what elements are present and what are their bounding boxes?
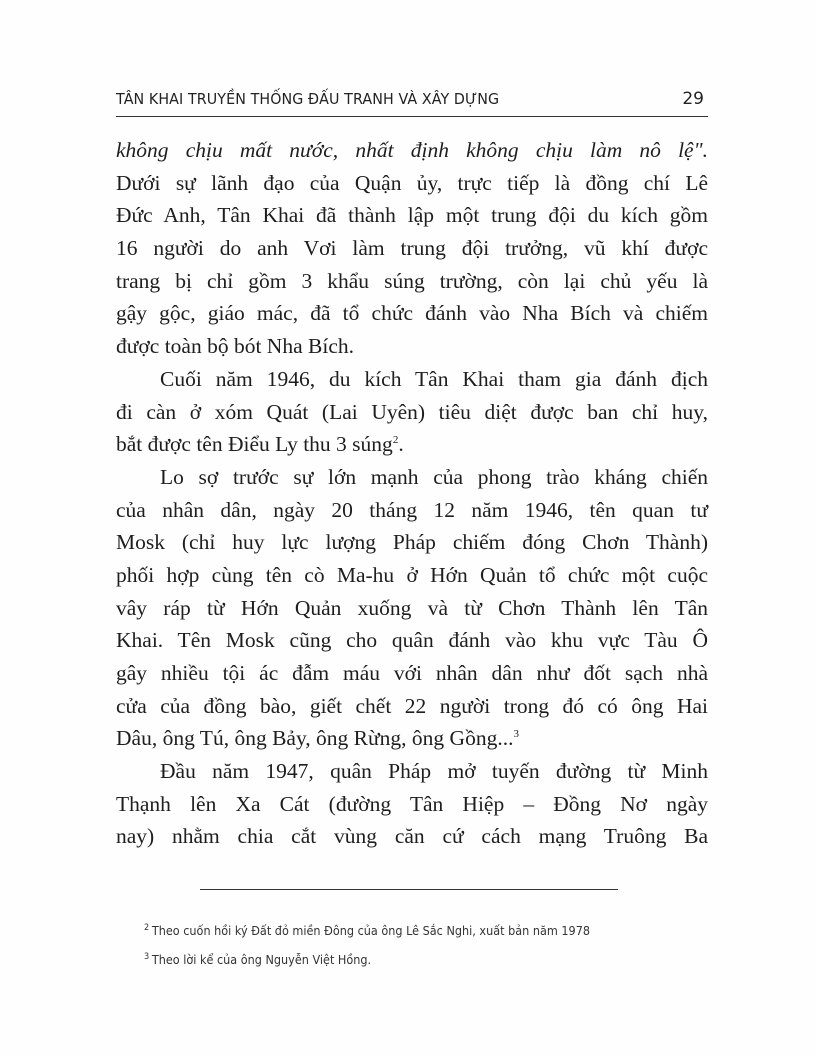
text-line: cửa của đồng bào, giết chết 22 người trong đó có ông Hai — [116, 693, 708, 718]
footnote-divider — [200, 889, 618, 890]
text-line: Dưới sự lãnh đạo của Quận ủy, trực tiếp là đồng chí Lê — [116, 170, 708, 195]
text-line-content: bắt được tên Điểu Ly thu 3 súng — [116, 432, 393, 457]
paragraph-start-line: Lo sợ trước sự lớn mạnh của phong trào kháng chiến — [160, 464, 708, 489]
text-line: Mosk (chỉ huy lực lượng Pháp chiếm đóng Chơn Thành) — [116, 530, 708, 555]
footnote-text: Theo lời kể của ông Nguyễn Việt Hồng. — [151, 952, 372, 968]
footnote-ref-2[interactable]: 2 — [392, 434, 399, 447]
text-line: 16 người do anh Vơi làm trung đội trưởng, vũ khí được — [116, 236, 708, 261]
text-line: gậy gộc, giáo mác, đã tổ chức đánh vào Nha Bích và chiếm — [116, 301, 708, 326]
text-line: không chịu mất nước, nhất định không chịu làm nô lệ". — [116, 138, 708, 162]
period: . — [398, 432, 404, 457]
footnote-ref-3[interactable]: 3 — [513, 728, 519, 741]
footnote-text: Theo cuốn hồi ký Đất đỏ miền Đông của ông Lê Sắc Nghi, xuất bản năm 1978 — [151, 923, 591, 939]
text-line-with-footnote — [116, 428, 708, 461]
text-line: Đức Anh, Tân Khai đã thành lập một trung đội du kích gồm — [116, 203, 708, 228]
body-text — [116, 134, 708, 853]
text-line: vây ráp từ Hớn Quản xuống và từ Chơn Thành lên Tân — [116, 595, 708, 620]
text-line: của nhân dân, ngày 20 tháng 12 năm 1946, tên quan tư — [116, 497, 708, 522]
footnotes — [144, 915, 704, 973]
text-line: được toàn bộ bót Nha Bích. — [116, 334, 354, 359]
text-line: phối hợp cùng tên cò Ma-hu ở Hớn Quản tổ chức một cuộc — [116, 562, 708, 587]
running-title: TÂN KHAI TRUYỀN THỐNG ĐẤU TRANH VÀ XÂY DỰNG — [116, 90, 500, 108]
text-line: Khai. Tên Mosk cũng cho quân đánh vào khu vực Tàu Ô — [116, 628, 708, 653]
footnote-mark: 2 — [144, 923, 150, 933]
text-line: gây nhiều tội ác đẫm máu với nhân dân như đốt sạch nhà — [116, 661, 708, 685]
footnote-mark: 3 — [144, 952, 150, 963]
paragraph-start-line: Đầu năm 1947, quân Pháp mở tuyến đường từ Minh — [160, 759, 708, 784]
text-line: Thạnh lên Xa Cát (đường Tân Hiệp – Đồng Nơ ngày — [116, 791, 708, 816]
text-line-with-footnote — [116, 722, 708, 755]
text-line-content: Dâu, ông Tú, ông Bảy, ông Rừng, ông Gồng... — [116, 726, 514, 751]
footnote-3 — [144, 944, 648, 973]
text-line: đi càn ở xóm Quát (Lai Uyên) tiêu diệt được ban chỉ huy, — [116, 399, 708, 424]
footnote-2 — [144, 915, 648, 944]
text-line: trang bị chỉ gồm 3 khẩu súng trường, còn lại chủ yếu là — [116, 268, 708, 293]
running-header — [116, 88, 708, 117]
page-number: 29 — [682, 89, 704, 109]
paragraph-start-line: Cuối năm 1946, du kích Tân Khai tham gia đánh địch — [160, 366, 708, 391]
text-line: nay) nhằm chia cắt vùng căn cứ cách mạng Truông Ba — [116, 824, 708, 849]
